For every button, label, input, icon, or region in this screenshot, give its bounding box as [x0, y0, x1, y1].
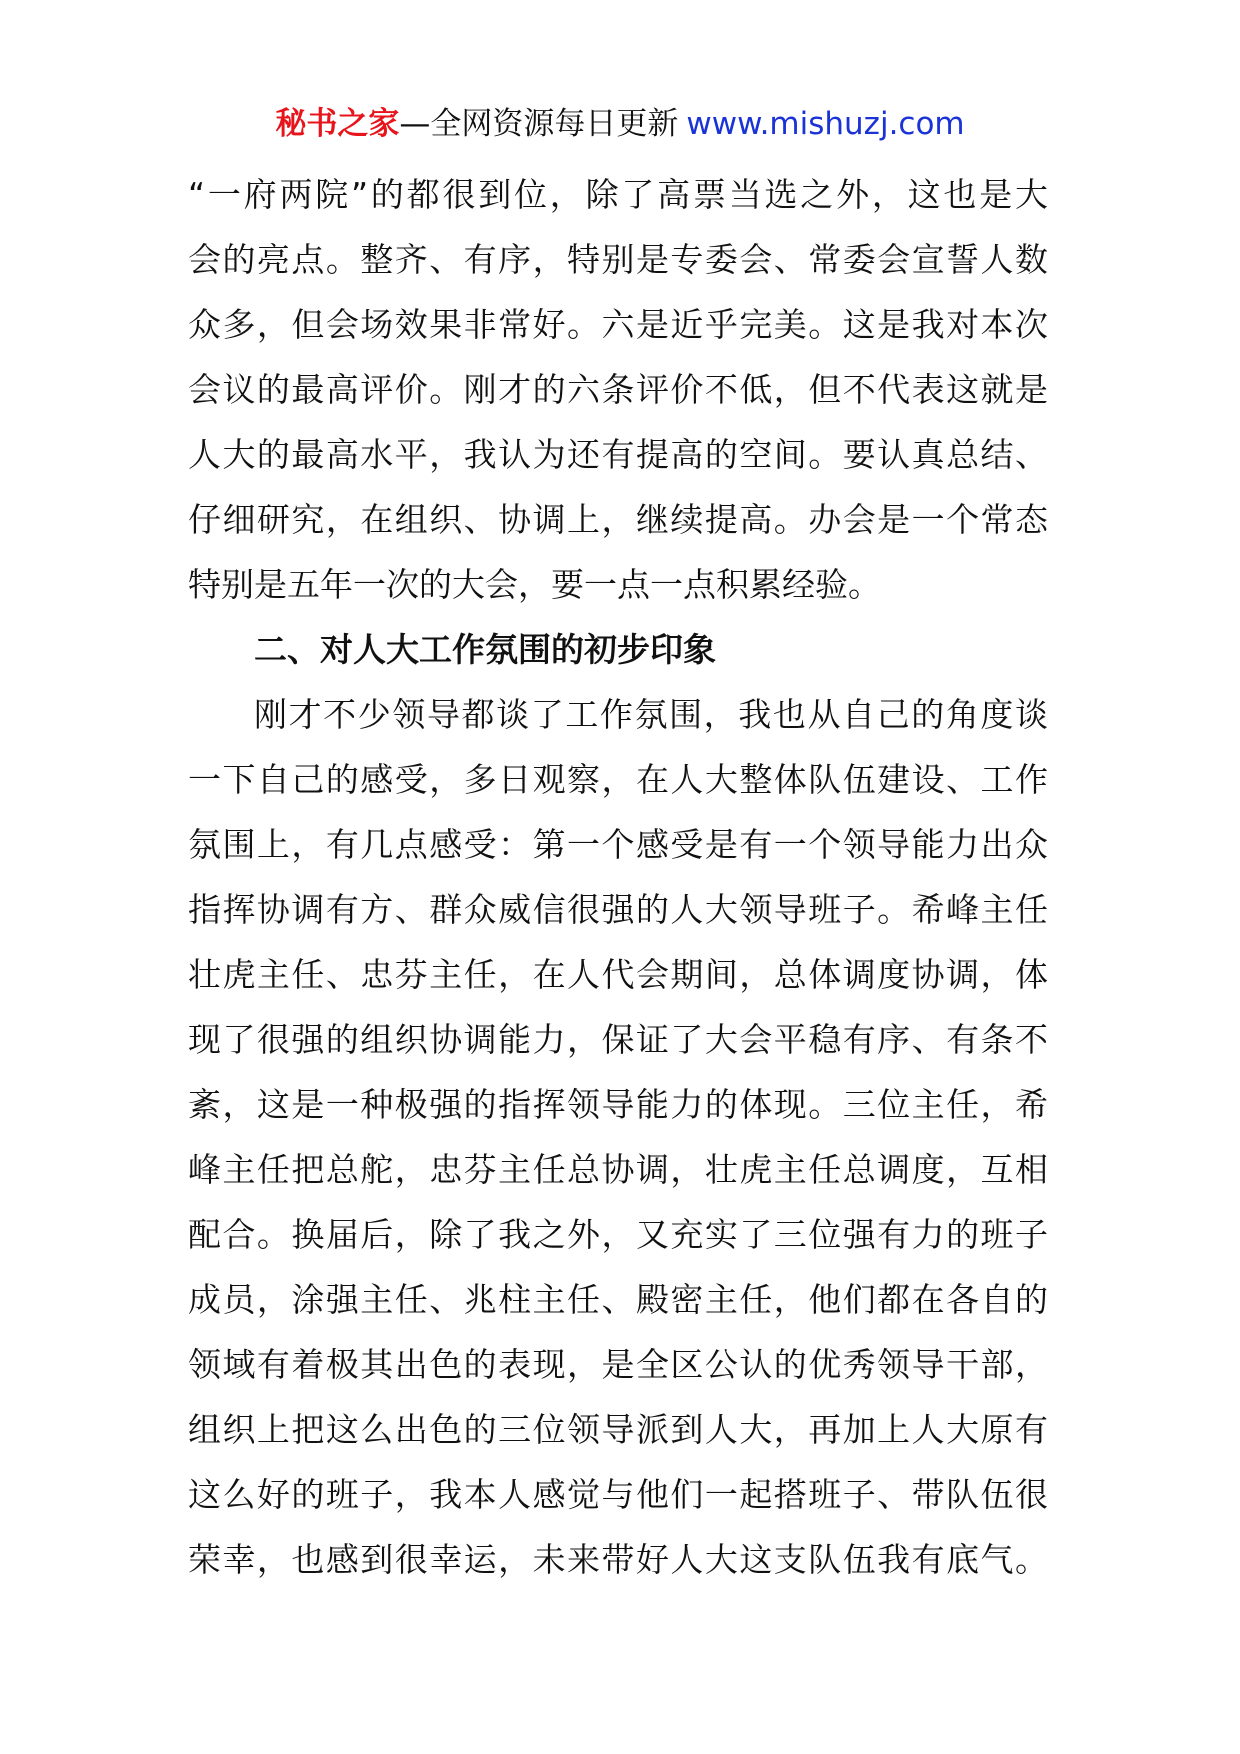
text-line: “一府两院”的都很到位，除了高票当选之外，这也是大: [188, 175, 1048, 214]
brand-name: 秘书之家: [275, 106, 400, 142]
header-slogan: —全网资源每日更新: [399, 106, 679, 142]
section-heading: 二、对人大工作氛围的初步印象: [254, 630, 716, 669]
text-line: 领域有着极其出色的表现，是全区公认的优秀领导干部，: [188, 1345, 1048, 1384]
text-line: 氛围上，有几点感受：第一个感受是有一个领导能力出众: [188, 825, 1048, 864]
text-line: 会议的最高评价。刚才的六条评价不低，但不代表这就是: [188, 370, 1048, 409]
text-line: 紊，这是一种极强的指挥领导能力的体现。三位主任，希: [188, 1085, 1048, 1124]
text-line: 组织上把这么出色的三位领导派到人大，再加上人大原有: [188, 1410, 1048, 1449]
text-line: 现了很强的组织协调能力，保证了大会平稳有序、有条不: [188, 1020, 1048, 1059]
text-line: 一下自己的感受，多日观察，在人大整体队伍建设、工作: [188, 760, 1048, 799]
text-line: 仔细研究，在组织、协调上，继续提高。办会是一个常态: [188, 500, 1048, 539]
website-link[interactable]: www.mishuzj.com: [686, 106, 965, 142]
text-line: 峰主任把总舵，忠芬主任总协调，壮虎主任总调度，互相: [188, 1150, 1048, 1189]
text-line: 成员，涂强主任、兆柱主任、殿密主任，他们都在各自的: [188, 1280, 1048, 1319]
text-line: 众多，但会场效果非常好。六是近乎完美。这是我对本次: [188, 305, 1048, 344]
text-line: 这么好的班子，我本人感觉与他们一起搭班子、带队伍很: [188, 1475, 1048, 1514]
text-line: 刚才不少领导都谈了工作氛围，我也从自己的角度谈: [254, 695, 1048, 734]
text-line: 壮虎主任、忠芬主任，在人代会期间，总体调度协调，体: [188, 955, 1048, 994]
page-header: [0, 102, 1240, 146]
text-line: 配合。换届后，除了我之外，又充实了三位强有力的班子: [188, 1215, 1048, 1254]
text-line: 特别是五年一次的大会，要一点一点积累经验。: [188, 565, 881, 604]
text-line: 指挥协调有方、群众威信很强的人大领导班子。希峰主任: [188, 890, 1048, 929]
text-line: 人大的最高水平，我认为还有提高的空间。要认真总结、: [188, 435, 1048, 474]
document-body: [188, 162, 1048, 1592]
text-line: 荣幸，也感到很幸运，未来带好人大这支队伍我有底气。: [188, 1540, 1048, 1579]
text-line: 会的亮点。整齐、有序，特别是专委会、常委会宣誓人数: [188, 240, 1048, 279]
